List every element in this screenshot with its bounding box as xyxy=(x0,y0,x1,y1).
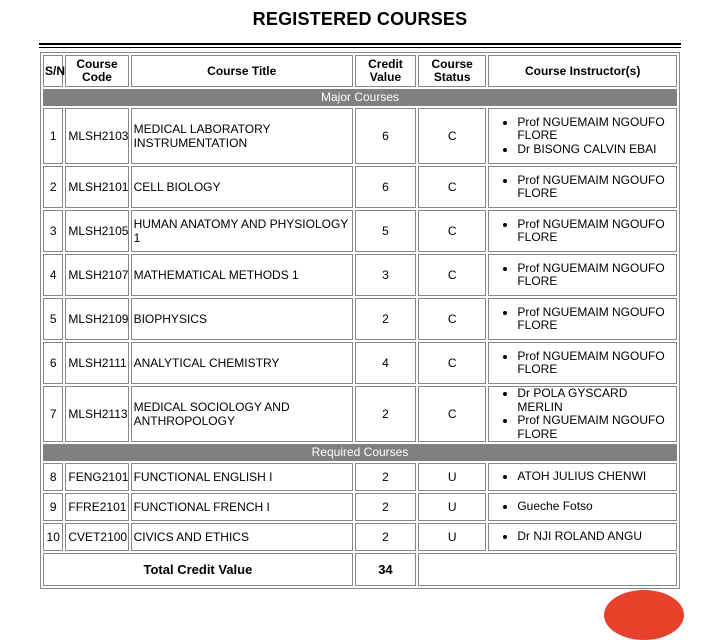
course-status: U xyxy=(418,493,486,521)
course-status: U xyxy=(418,463,486,491)
course-credit-value: 2 xyxy=(355,463,416,491)
course-status: C xyxy=(418,210,486,252)
header-credit-line2: Value xyxy=(369,70,402,84)
header-status-line1: Course xyxy=(431,57,473,71)
course-title: MATHEMATICAL METHODS 1 xyxy=(131,254,353,296)
course-sn: 6 xyxy=(43,342,63,384)
header-sn: S/N xyxy=(43,55,63,87)
course-status: C xyxy=(418,254,486,296)
course-code: MLSH2109 xyxy=(65,298,128,340)
section-label-required: Required Courses xyxy=(43,444,677,461)
course-code: MLSH2101 xyxy=(65,166,128,208)
instructor-name: • Dr POLA GYSCARD MERLIN xyxy=(517,387,674,414)
course-instructors xyxy=(488,523,677,551)
course-title: HUMAN ANATOMY AND PHYSIOLOGY 1 xyxy=(131,210,353,252)
instructor-list xyxy=(491,387,674,441)
course-row xyxy=(43,463,677,491)
course-sn: 2 xyxy=(43,166,63,208)
course-code: MLSH2113 xyxy=(65,386,128,442)
course-status: C xyxy=(418,108,486,164)
course-sn: 9 xyxy=(43,493,63,521)
course-code: FENG2101 xyxy=(65,463,128,491)
course-row xyxy=(43,342,677,384)
title-rule xyxy=(39,43,681,45)
course-credit-value: 2 xyxy=(355,298,416,340)
title-rule-thin xyxy=(39,47,681,48)
total-empty-cell xyxy=(418,553,677,586)
course-credit-value: 4 xyxy=(355,342,416,384)
course-title: FUNCTIONAL ENGLISH I xyxy=(131,463,353,491)
course-row xyxy=(43,108,677,164)
header-code-line1: Course xyxy=(76,57,118,71)
course-instructors xyxy=(488,342,677,384)
course-credit-value: 6 xyxy=(355,166,416,208)
instructor-name: • Dr NJI ROLAND ANGU xyxy=(517,530,674,544)
course-row xyxy=(43,166,677,208)
header-credit-value xyxy=(355,55,416,87)
course-instructors xyxy=(488,166,677,208)
course-title: ANALYTICAL CHEMISTRY xyxy=(131,342,353,384)
instructor-name: • Prof NGUEMAIM NGOUFO FLORE xyxy=(517,116,674,143)
course-code: MLSH2105 xyxy=(65,210,128,252)
course-row xyxy=(43,298,677,340)
course-status: U xyxy=(418,523,486,551)
course-code: MLSH2103 xyxy=(65,108,128,164)
instructor-name: • Gueche Fotso xyxy=(517,500,674,514)
course-code: CVET2100 xyxy=(65,523,128,551)
course-instructors xyxy=(488,298,677,340)
section-row-required xyxy=(43,444,677,461)
courses-table xyxy=(40,52,680,589)
page-title: REGISTERED COURSES xyxy=(252,9,468,29)
course-status: C xyxy=(418,386,486,442)
instructor-name: • Prof NGUEMAIM NGOUFO FLORE xyxy=(517,350,674,377)
header-course-instructors: Course Instructor(s) xyxy=(488,55,677,87)
course-instructors xyxy=(488,254,677,296)
course-credit-value: 2 xyxy=(355,386,416,442)
header-credit-line1: Credit xyxy=(368,57,403,71)
course-credit-value: 2 xyxy=(355,523,416,551)
course-status: C xyxy=(418,298,486,340)
course-credit-value: 3 xyxy=(355,254,416,296)
section-row-major xyxy=(43,89,677,106)
course-instructors xyxy=(488,108,677,164)
instructor-list xyxy=(491,116,674,157)
course-sn: 7 xyxy=(43,386,63,442)
total-value: 34 xyxy=(355,553,416,586)
course-title: MEDICAL SOCIOLOGY AND ANTHROPOLOGY xyxy=(131,386,353,442)
instructor-list xyxy=(491,174,674,201)
course-row xyxy=(43,386,677,442)
header-status-line2: Status xyxy=(433,70,471,84)
course-title: FUNCTIONAL FRENCH I xyxy=(131,493,353,521)
course-instructors xyxy=(488,493,677,521)
instructor-list xyxy=(491,500,674,514)
instructor-name: • Prof NGUEMAIM NGOUFO FLORE xyxy=(517,414,674,441)
instructor-list xyxy=(491,262,674,289)
course-sn: 5 xyxy=(43,298,63,340)
course-sn: 10 xyxy=(43,523,63,551)
instructor-list xyxy=(491,350,674,377)
course-title: BIOPHYSICS xyxy=(131,298,353,340)
instructor-name: • Prof NGUEMAIM NGOUFO FLORE xyxy=(517,306,674,333)
instructor-name: • ATOH JULIUS CHENWI xyxy=(517,470,674,484)
course-sn: 1 xyxy=(43,108,63,164)
course-row xyxy=(43,523,677,551)
instructor-list xyxy=(491,218,674,245)
instructor-name: • Prof NGUEMAIM NGOUFO FLORE xyxy=(517,262,674,289)
course-credit-value: 2 xyxy=(355,493,416,521)
course-instructors xyxy=(488,463,677,491)
section-label-major: Major Courses xyxy=(43,89,677,106)
course-status: C xyxy=(418,166,486,208)
course-row xyxy=(43,493,677,521)
total-label: Total Credit Value xyxy=(43,553,353,586)
course-row xyxy=(43,254,677,296)
header-code-line2: Code xyxy=(81,70,112,84)
course-sn: 4 xyxy=(43,254,63,296)
course-sn: 8 xyxy=(43,463,63,491)
course-code: MLSH2107 xyxy=(65,254,128,296)
course-credit-value: 5 xyxy=(355,210,416,252)
course-credit-value: 6 xyxy=(355,108,416,164)
course-title: MEDICAL LABORATORY INSTRUMENTATION xyxy=(131,108,353,164)
header-course-code xyxy=(65,55,128,87)
header-row xyxy=(43,55,677,87)
course-status: C xyxy=(418,342,486,384)
instructor-list xyxy=(491,306,674,333)
total-row xyxy=(43,553,677,586)
course-instructors xyxy=(488,386,677,442)
instructor-list xyxy=(491,470,674,484)
header-course-title: Course Title xyxy=(131,55,353,87)
instructor-name: • Prof NGUEMAIM NGOUFO FLORE xyxy=(517,218,674,245)
course-code: MLSH2111 xyxy=(65,342,128,384)
course-code: FFRE2101 xyxy=(65,493,128,521)
instructor-name: • Prof NGUEMAIM NGOUFO FLORE xyxy=(517,174,674,201)
instructor-name: • Dr BISONG CALVIN EBAI xyxy=(517,143,674,157)
course-row xyxy=(43,210,677,252)
header-course-status xyxy=(418,55,486,87)
course-title: CELL BIOLOGY xyxy=(131,166,353,208)
course-title: CIVICS AND ETHICS xyxy=(131,523,353,551)
instructor-list xyxy=(491,530,674,544)
course-sn: 3 xyxy=(43,210,63,252)
course-instructors xyxy=(488,210,677,252)
